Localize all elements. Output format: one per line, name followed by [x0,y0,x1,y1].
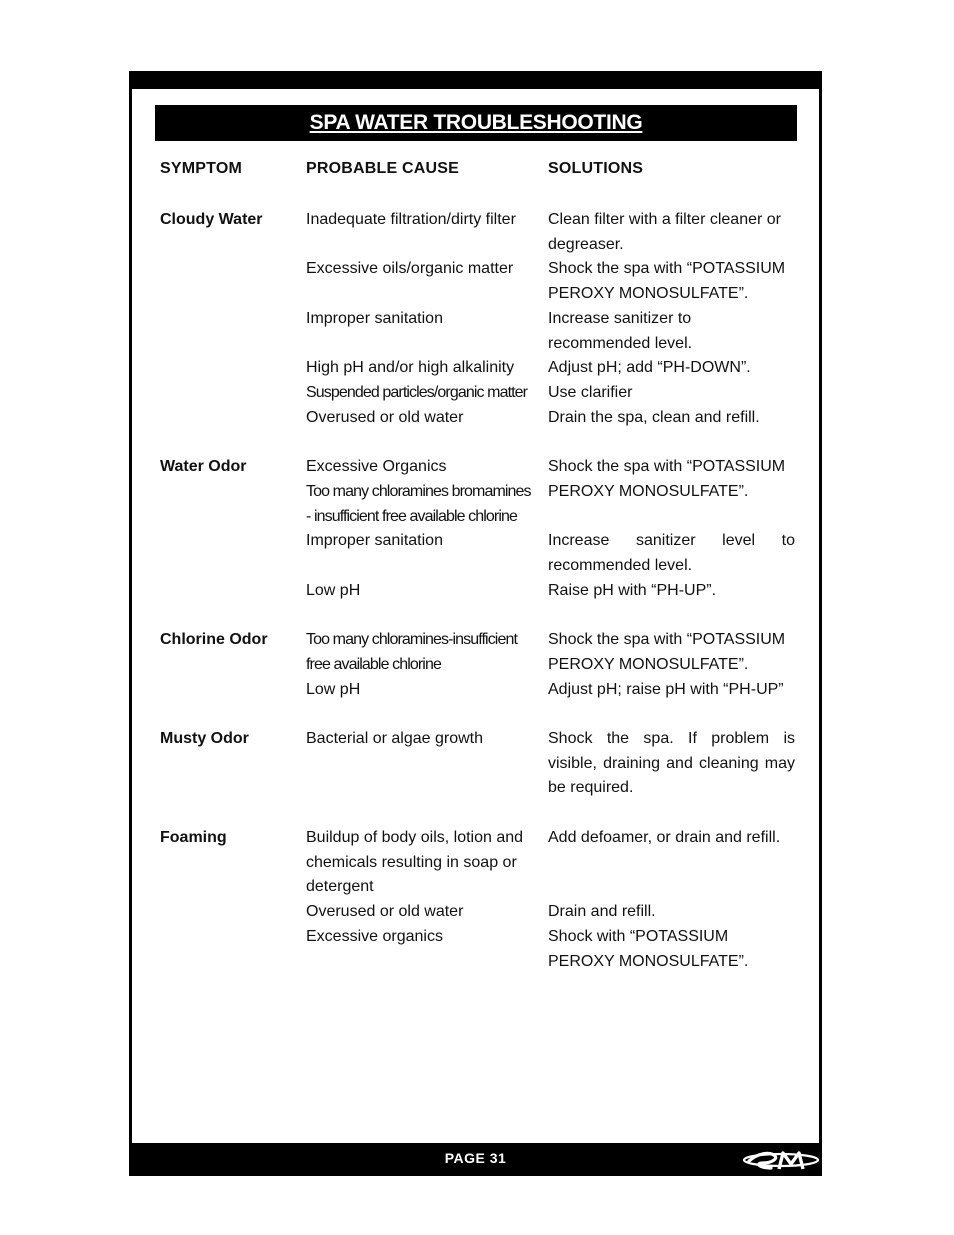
solution-item: Shock the spa. If problem is visible, draining and cleaning may be required. [548,730,795,797]
solution-item-line: recommended level. [548,556,693,574]
solution-item: Adjust pH; raise pH with “PH-UP” [548,681,784,698]
column-header-symptom: SYMPTOM [160,160,243,177]
cause-item: Inadequate filtration/dirty filter [306,211,516,228]
solution-item: Shock the spa with “POTASSIUM PEROXY MONOSULFATE”. [548,260,786,302]
solution-item: Shock the spa with “POTASSIUM PEROXY MONOSULFATE”. [548,458,786,500]
sm-logo-icon [741,1146,821,1174]
solution-item: Use clarifier [548,384,633,401]
column-header-cause: PROBABLE CAUSE [306,160,460,177]
solution-item: Shock the spa with “POTASSIUM PEROXY MONOSULFATE”. [548,631,786,673]
cause-item: Too many chloramines bromamines - insufficient free available chlorine [306,483,531,525]
cause-item: Low pH [306,582,361,599]
page-number: PAGE 31 [444,1150,507,1166]
cause-item: Overused or old water [306,409,464,426]
solution-item-line: Increase sanitizer level to [548,532,795,549]
solution-item: Adjust pH; add “PH-DOWN”. [548,359,751,376]
symptom-foaming: Foaming [160,829,227,846]
cause-item: Low pH [306,681,361,698]
title-banner [155,105,797,141]
solution-item: Shock with “POTASSIUM PEROXY MONOSULFATE”. [548,928,749,970]
symptom-cloudy-water: Cloudy Water [160,211,263,228]
cause-item: Overused or old water [306,903,464,920]
cause-item: Improper sanitation [306,532,443,549]
cause-item: Excessive oils/organic matter [306,260,514,277]
top-border-bar [129,71,822,89]
cause-item: Excessive Organics [306,458,447,475]
column-header-solutions: SOLUTIONS [548,160,644,177]
symptom-water-odor: Water Odor [160,458,247,475]
cause-item: Bacterial or algae growth [306,730,483,747]
solution-item: Add defoamer, or drain and refill. [548,829,781,846]
cause-item: Improper sanitation [306,310,443,327]
cause-item: Too many chloramines-insufficient free available chlorine [306,631,518,673]
solution-item: Drain and refill. [548,903,656,920]
symptom-musty-odor: Musty Odor [160,730,249,747]
solution-item: Drain the spa, clean and refill. [548,409,760,426]
cause-item: Buildup of body oils, lotion and chemicals resulting in soap or detergent [306,829,524,896]
solution-item [548,529,795,578]
cause-item: Excessive organics [306,928,443,945]
solution-item: Raise pH with “PH-UP”. [548,582,717,599]
page-title: SPA WATER TROUBLESHOOTING [309,111,643,134]
symptom-chlorine-odor: Chlorine Odor [160,631,268,648]
solution-item: Clean filter with a filter cleaner or degreaser. [548,211,781,253]
footer-bar [129,1143,822,1176]
cause-item: Suspended particles/organic matter [306,384,528,401]
cause-item: High pH and/or high alkalinity [306,359,515,376]
solution-item: Increase sanitizer to recommended level. [548,310,693,352]
